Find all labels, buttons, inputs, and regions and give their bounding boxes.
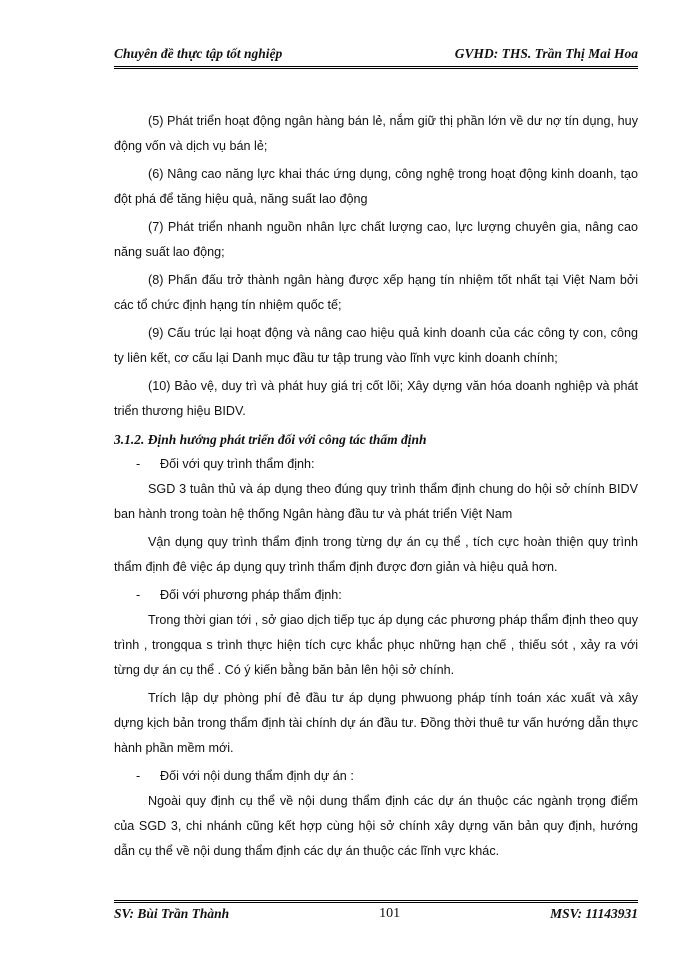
paragraph: SGD 3 tuân thủ và áp dụng theo đúng quy trình thẩm định chung do hội sở chính BIDV ban hành trong toàn hệ thống Ngân hàng đầu tư và phát triển Việt Nam: [114, 482, 638, 521]
header-title: Chuyên đề thực tập tốt nghiệp: [114, 46, 283, 61]
bullet-text: Đối với phương pháp thẩm định:: [160, 588, 342, 602]
page-content: [114, 109, 638, 867]
header-advisor: GVHD: THS. Trần Thị Mai Hoa: [454, 46, 638, 61]
paragraph: Trong thời gian tới , sở giao dịch tiếp tục áp dụng các phương pháp thẩm định theo quy trình , trongqua s trình thực hiện tích cực khắc phục những hạn chế , thiếu sót , xảy ra với từng dự án cụ thể . Có ý kiến bằng băn bản lên hội sở chính.: [114, 613, 638, 677]
paragraph: Ngoài quy định cụ thể về nội dung thẩm định các dự án thuộc các ngành trọng điểm của SGD 3, chi nhánh cũng kết hợp cùng hội sở chính xây dựng văn bản quy định, hướng dẫn cụ thể về nội dung thẩm định các dự án thuộc các lĩnh vực khác.: [114, 794, 638, 858]
paragraph: Vận dụng quy trình thẩm định trong từng dự án cụ thể , tích cực hoàn thiện quy trình thẩm định đê việc áp dụng quy trình thẩm định được đơn giản và hiệu quả hơn.: [114, 535, 638, 574]
bullet-item: [114, 583, 638, 608]
page-number: 101: [379, 906, 401, 921]
bullet-text: Đối với quy trình thẩm định:: [160, 457, 315, 471]
page-footer: [114, 900, 638, 922]
section-heading: 3.1.2. Định hướng phát triển đối với công tác thẩm định: [114, 432, 427, 447]
bullet-dash: -: [136, 588, 141, 602]
paragraph: (9) Cấu trúc lại hoạt động và nâng cao hiệu quả kinh doanh của các công ty con, công ty liên kết, cơ cấu lại Danh mục đầu tư tập trung vào lĩnh vực kinh doanh chính;: [114, 326, 638, 365]
bullet-text: Đối với nội dung thẩm định dự án :: [160, 769, 354, 783]
page-header: [114, 40, 638, 69]
bullet-dash: -: [136, 769, 141, 783]
paragraph: (10) Bảo vệ, duy trì và phát huy giá trị cốt lõi; Xây dựng văn hóa doanh nghiệp và phát triển thương hiệu BIDV.: [114, 379, 638, 418]
footer-student: SV: Bùi Trần Thành: [114, 906, 230, 921]
paragraph: (8) Phấn đấu trở thành ngân hàng được xếp hạng tín nhiệm tốt nhất tại Việt Nam bởi các tổ chức định hạng tín nhiệm quốc tế;: [114, 273, 638, 312]
paragraph: Trích lập dự phòng phí đẻ đầu tư áp dụng phwuong pháp tính toán xác xuất và xây dựng kịch bản trong thẩm định tài chính dự án đầu tư. Đồng thời thuê tư vấn hướng dẫn thực hành phần mềm mới.: [114, 691, 638, 755]
bullet-item: [114, 764, 638, 789]
bullet-item: [114, 452, 638, 477]
footer-student-id: MSV: 11143931: [550, 906, 638, 921]
paragraph: (7) Phát triển nhanh nguồn nhân lực chất lượng cao, lực lượng chuyên gia, nâng cao năng suất lao động;: [114, 220, 638, 259]
bullet-dash: -: [136, 457, 141, 471]
paragraph: (5) Phát triển hoạt động ngân hàng bán lẻ, nắm giữ thị phần lớn về dư nợ tín dụng, huy động vốn và dịch vụ bán lẻ;: [114, 114, 638, 153]
paragraph: (6) Nâng cao năng lực khai thác ứng dụng, công nghệ trong hoạt động kinh doanh, tạo đột phá để tăng hiệu quả, năng suất lao động: [114, 167, 638, 206]
